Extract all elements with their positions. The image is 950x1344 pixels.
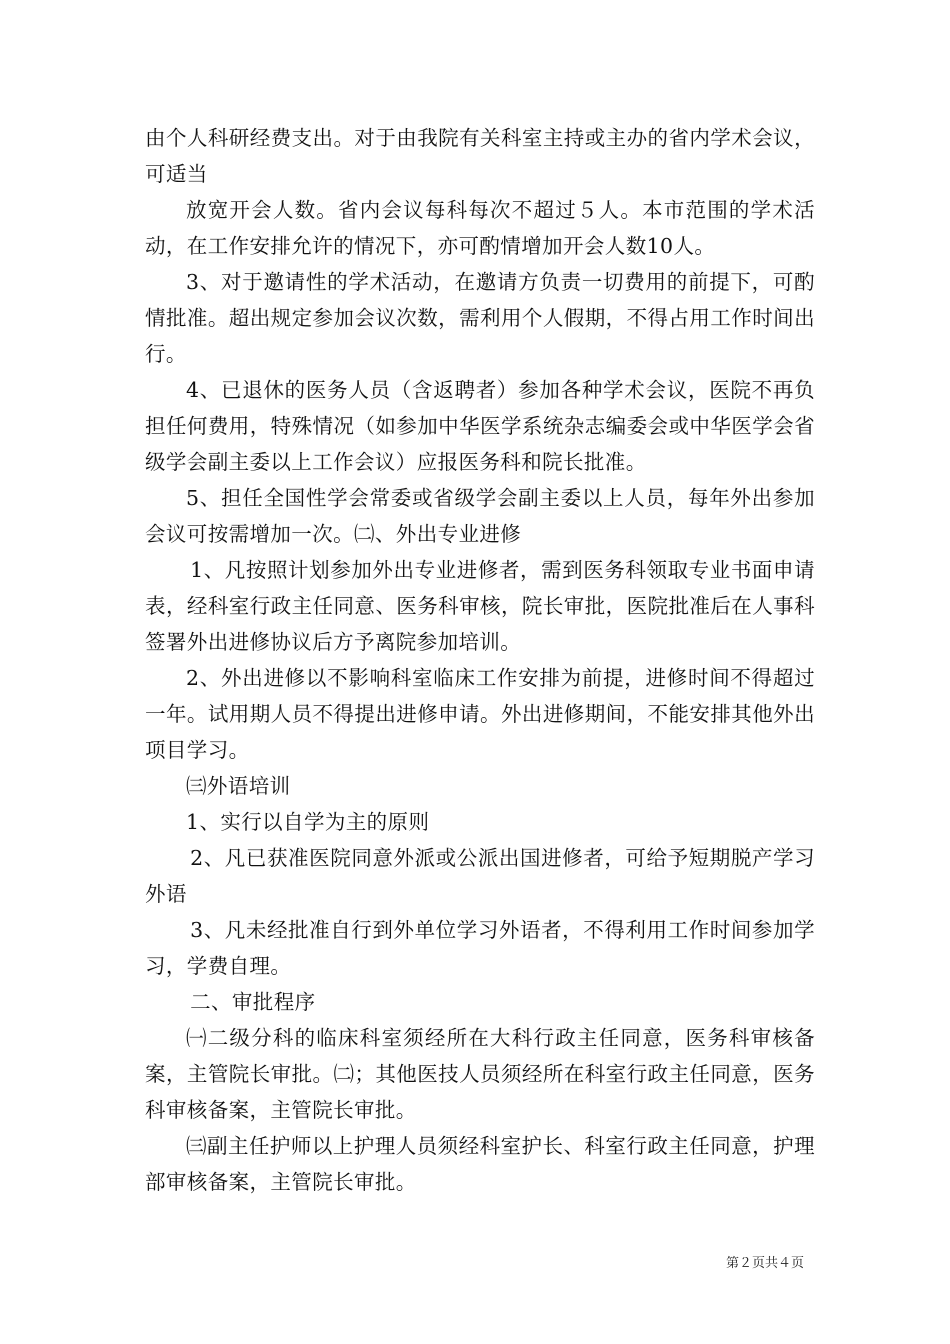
- paragraph: 2、外出进修以不影响科室临床工作安排为前提，进修时间不得超过一年。试用期人员不得提出进修申请。外出进修期间，不能安排其他外出项目学习。: [145, 666, 815, 762]
- paragraph: 放宽开会人数。省内会议每科每次不超过５人。本市范围的学术活动，在工作安排允许的情况下，亦可酌情增加开会人数10人。: [145, 198, 815, 258]
- document-body: [145, 120, 815, 1200]
- page-number: 第２页共４页: [725, 1256, 804, 1271]
- paragraph: 由个人科研经费支出。对于由我院有关科室主持或主办的省内学术会议，可适当: [145, 126, 815, 186]
- paragraph: ㈢副主任护师以上护理人员须经科室护长、科室行政主任同意，护理部审核备案，主管院长审批。: [145, 1134, 815, 1194]
- paragraph: 3、凡未经批准自行到外单位学习外语者，不得利用工作时间参加学习，学费自理。: [145, 918, 815, 978]
- section-heading: 二、审批程序: [190, 990, 316, 1014]
- paragraph: 5、担任全国性学会常委或省级学会副主委以上人员，每年外出参加会议可按需增加一次。㈡、外出专业进修: [145, 486, 815, 546]
- paragraph: ㈠二级分科的临床科室须经所在大科行政主任同意，医务科审核备案，主管院长审批。㈡；其他医技人员须经所在科室行政主任同意，医务科审核备案，主管院长审批。: [145, 1026, 815, 1122]
- section-heading: ㈢外语培训: [186, 774, 291, 798]
- paragraph: 1、实行以自学为主的原则: [186, 810, 430, 834]
- paragraph: 3、对于邀请性的学术活动，在邀请方负责一切费用的前提下，可酌情批准。超出规定参加会议次数，需利用个人假期，不得占用工作时间出行。: [145, 270, 815, 366]
- paragraph: 1、凡按照计划参加外出专业进修者，需到医务科领取专业书面申请表，经科室行政主任同意、医务科审核，院长审批，医院批准后在人事科签署外出进修协议后方予离院参加培训。: [145, 558, 815, 654]
- paragraph: 4、已退休的医务人员（含返聘者）参加各种学术会议，医院不再负担任何费用，特殊情况（如参加中华医学系统杂志编委会或中华医学会省级学会副主委以上工作会议）应报医务科和院长批准。: [145, 378, 815, 474]
- paragraph: 2、凡已获准医院同意外派或公派出国进修者，可给予短期脱产学习外语: [145, 846, 815, 906]
